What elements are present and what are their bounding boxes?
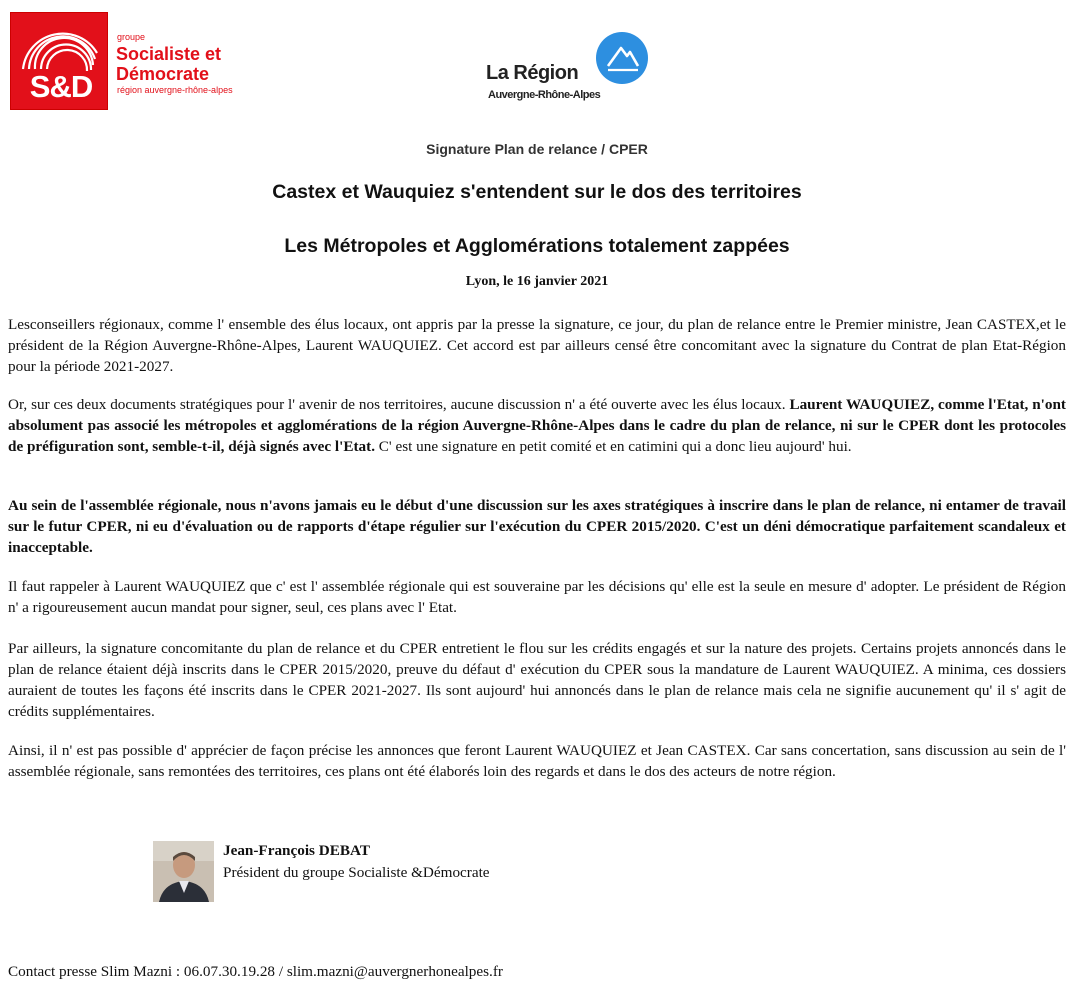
paragraph-6: Ainsi, il n' est pas possible d' apprécier de façon précise les annonces que feront Laurent WAUQUIEZ et Jean CASTEX. Car sans concertation, sans discussion au sein de l' assemblée régionale, sans remontées des territoires, ces plans ont été élaborés loin des regards et dans le dos des acteurs de notre région. (8, 742, 1066, 780)
sd-logo-text: S&D (29, 69, 93, 104)
paragraph-2-intro: Or, sur ces deux documents stratégiques pour l' avenir de nos territoires, aucune discussion n' a été ouverte avec les élus locaux. (8, 396, 786, 413)
region-mountain-icon (596, 32, 648, 84)
sd-group-logo (10, 12, 250, 112)
region-logo (486, 32, 656, 108)
document-kicker: Signature Plan de relance / CPER (426, 141, 648, 157)
sd-logo-mark (10, 12, 108, 110)
signatory-name: Jean-François DEBAT (223, 842, 370, 859)
region-logo-name: La Région (486, 62, 579, 84)
paragraph-5: Par ailleurs, la signature concomitante du plan de relance et du CPER entretient le flou sur les crédits engagés et sur la nature des projets. Certains projets annoncés dans le plan de relance étaient déjà inscrits dans le CPER 2015/2020, preuve du défaut d' exécution du CPER sous la mandature de Laurent WAUQUIEZ. A minima, ces dossiers auraient de toutes les façons été inscrits dans le CPER 2021-2027. Ils sont aujourd' hui annoncés dans le plan de relance mais cela ne signifie aucunement qu' il s' agit de crédits supplémentaires. (8, 640, 1066, 720)
sd-logo-line1: Socialiste et (116, 44, 222, 64)
sd-logo-line2: Démocrate (116, 64, 210, 84)
document-subtitle: Les Métropoles et Agglomérations totalement zappées (284, 235, 790, 257)
signatory-role: Président du groupe Socialiste &Démocrate (223, 864, 490, 881)
paragraph-4: Il faut rappeler à Laurent WAUQUIEZ que c' est l' assemblée régionale qui est souveraine par les décisions qu' elle est la seule en mesure d' adopter. Le président de Région n' a rigoureusement aucun mandat pour signer, seul, ces plans avec l' Etat. (8, 578, 1066, 616)
paragraph-1: Lesconseillers régionaux, comme l' ensemble des élus locaux, ont appris par la presse la signature, ce jour, du plan de relance entre le Premier ministre, Jean CASTEX,et le président de la Région Auvergne-Rhône-Alpes, Laurent WAUQUIEZ. Cet accord est par ailleurs censé être concomitant avec la signature du Contrat de plan Etat-Région pour la période 2021-2027. (8, 316, 1066, 375)
sd-logo-subtitle: région auvergne-rhône-alpes (117, 85, 233, 95)
paragraph-2-end: C' est une signature en petit comité et en catimini qui a donc lieu aujourd' hui. (375, 438, 852, 455)
document-title: Castex et Wauquiez s'entendent sur le dos des territoires (272, 181, 802, 203)
press-contact: Contact presse Slim Mazni : 06.07.30.19.28 / slim.mazni@auvergnerhonealpes.fr (8, 963, 503, 980)
dateline: Lyon, le 16 janvier 2021 (465, 274, 609, 289)
signatory-photo (153, 841, 214, 902)
paragraph-2-emphasis: Laurent WAUQUIEZ, comme l'Etat, n'ont absolument pas associé les métropoles et agglomérations de la région Auvergne-Rhône-Alpes dans le cadre du plan de relance, ni sur le CPER dont les protocoles de préfiguration sont, semble-t-il, déjà signés avec l'Etat. (8, 396, 1066, 455)
paragraph-3 (8, 495, 1066, 558)
paragraph-2 (8, 394, 1066, 457)
paragraph-3-text: Au sein de l'assemblée régionale, nous n'avons jamais eu le début d'une discussion sur les axes stratégiques à inscrire dans le plan de relance, ni entamer de travail sur le futur CPER, ni eu d'évaluation ou de rapports d'étape régulier sur l'exécution du CPER 2015/2020. C'est un déni démocratique parfaitement scandaleux et inacceptable. (8, 497, 1066, 556)
region-logo-subtitle: Auvergne-Rhône-Alpes (488, 89, 601, 101)
sd-logo-groupe: groupe (117, 32, 146, 42)
